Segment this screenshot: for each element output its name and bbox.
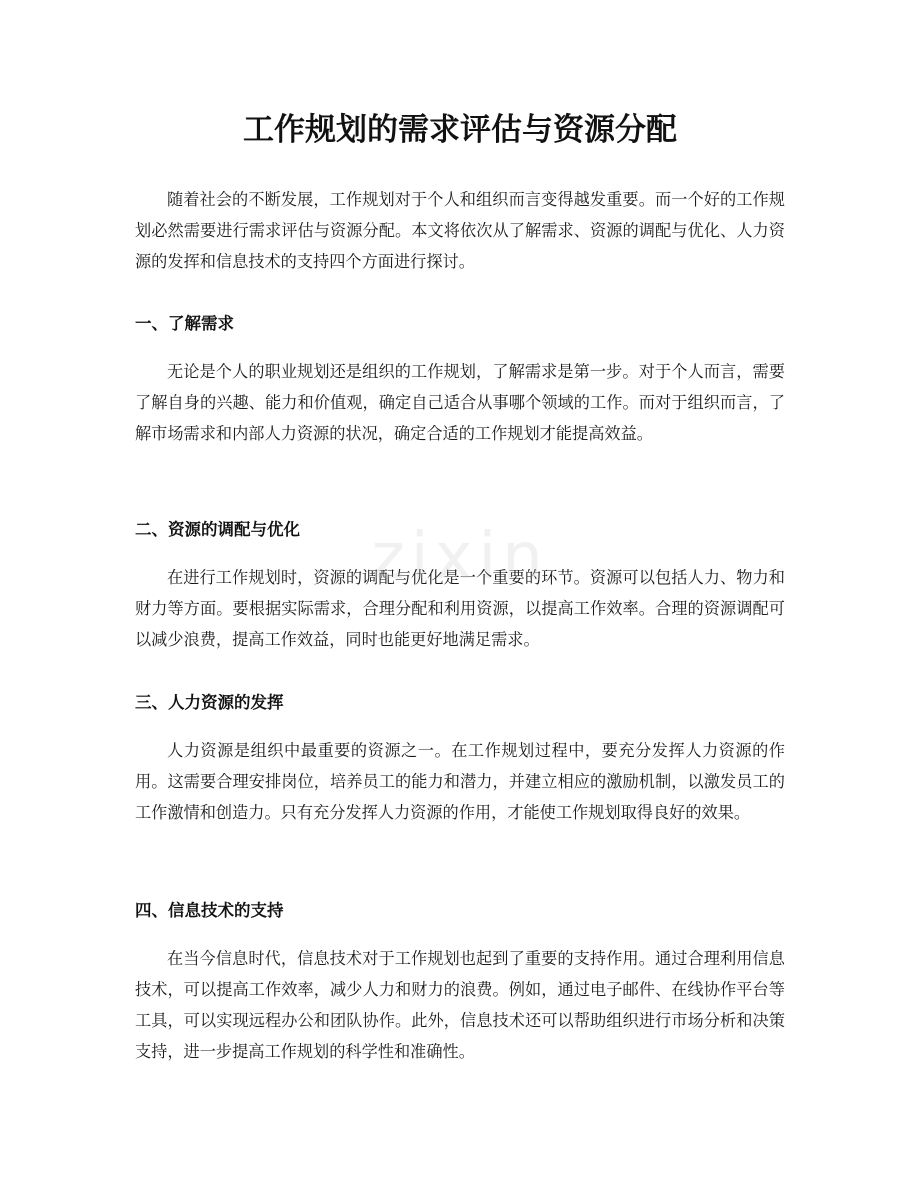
intro-paragraph: 随着社会的不断发展，工作规划对于个人和组织而言变得越发重要。而一个好的工作规划必然需要进行需求评估与资源分配。本文将依次从了解需求、资源的调配与优化、人力资源的发挥和信息技术的支持四个方面进行探讨。 [135,190,785,271]
document-title: 工作规划的需求评估与资源分配 [243,112,677,148]
section-body-4: 在当今信息时代，信息技术对于工作规划也起到了重要的支持作用。通过合理利用信息技术，可以提高工作效率，减少人力和财力的浪费。例如，通过电子邮件、在线协作平台等工具，可以实现远程办公和团队协作。此外，信息技术还可以帮助组织进行市场分析和决策支持，进一步提高工作规划的科学性和准确性。 [135,949,785,1061]
section-body-3: 人力资源是组织中最重要的资源之一。在工作规划过程中，要充分发挥人力资源的作用。这需要合理安排岗位，培养员工的能力和潜力，并建立相应的激励机制，以激发员工的工作激情和创造力。只有充分发挥人力资源的作用，才能使工作规划取得良好的效果。 [135,741,785,822]
section-body-2: 在进行工作规划时，资源的调配与优化是一个重要的环节。资源可以包括人力、物力和财力等方面。要根据实际需求，合理分配和利用资源，以提高工作效率。合理的资源调配可以减少浪费，提高工作效益，同时也能更好地满足需求。 [135,568,785,649]
section-body-1: 无论是个人的职业规划还是组织的工作规划，了解需求是第一步。对于个人而言，需要了解自身的兴趣、能力和价值观，确定自己适合从事哪个领域的工作。而对于组织而言，了解市场需求和内部人力资源的状况，确定合适的工作规划才能提高效益。 [135,362,785,443]
section-heading-4: 四、信息技术的支持 [135,901,284,920]
watermark-logo: zixin [371,520,549,594]
section-heading-2: 二、资源的调配与优化 [135,520,300,539]
section-heading-3: 三、人力资源的发挥 [135,693,284,712]
section-heading-1: 一、了解需求 [135,314,234,333]
